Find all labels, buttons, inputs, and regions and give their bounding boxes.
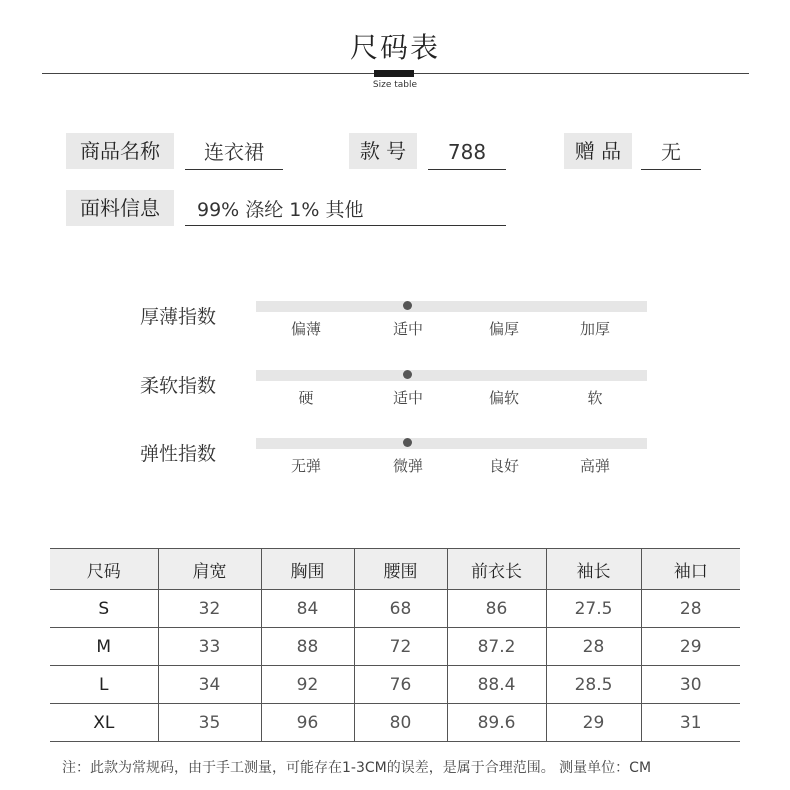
column-header: 腰围	[354, 549, 447, 590]
table-cell: 30	[641, 666, 740, 704]
softness-index-bar	[256, 370, 647, 381]
table-cell: 84	[261, 590, 354, 628]
page-title: 尺码表	[349, 31, 440, 64]
elasticity-option: 无弹	[290, 457, 321, 475]
table-cell: 88.4	[447, 666, 546, 704]
product-name-value: 连衣裙	[204, 140, 264, 164]
table-row	[50, 590, 740, 628]
table-cell: 68	[354, 590, 447, 628]
gift-label: 赠 品	[564, 133, 632, 169]
elasticity-option: 高弹	[579, 457, 610, 475]
table-cell: 28.5	[546, 666, 641, 704]
gift-underline	[641, 169, 701, 170]
size-cell: XL	[50, 704, 158, 742]
table-cell: 27.5	[546, 590, 641, 628]
product-name-underline	[185, 169, 283, 170]
softness-option: 软	[587, 389, 603, 407]
fabric-label: 面料信息	[66, 190, 174, 226]
gift-value: 无	[661, 140, 681, 164]
table-cell: 96	[261, 704, 354, 742]
table-cell: 35	[158, 704, 261, 742]
thickness-index-marker	[403, 301, 412, 310]
table-cell: 33	[158, 628, 261, 666]
softness-option: 偏软	[488, 389, 519, 407]
column-header: 袖口	[641, 549, 740, 590]
column-header: 尺码	[50, 549, 158, 590]
fabric-value: 99% 涤纶 1% 其他	[197, 199, 364, 221]
softness-index-marker	[403, 370, 412, 379]
thickness-option: 偏薄	[290, 320, 321, 338]
table-cell: 76	[354, 666, 447, 704]
elasticity-option: 微弹	[392, 457, 423, 475]
thickness-option: 加厚	[579, 320, 610, 338]
table-cell: 34	[158, 666, 261, 704]
column-header: 袖长	[546, 549, 641, 590]
size-cell: S	[50, 590, 158, 628]
elasticity-index-label: 弹性指数	[140, 443, 217, 465]
model-label: 款 号	[349, 133, 417, 169]
table-header-row	[50, 549, 740, 590]
table-row	[50, 666, 740, 704]
table-cell: 29	[546, 704, 641, 742]
elasticity-index-bar	[256, 438, 647, 449]
product-name-label: 商品名称	[66, 133, 174, 169]
table-row	[50, 628, 740, 666]
softness-index-label: 柔软指数	[140, 375, 217, 397]
table-cell: 31	[641, 704, 740, 742]
table-row	[50, 704, 740, 742]
model-value: 788	[447, 140, 487, 164]
softness-option: 硬	[298, 389, 314, 407]
measurement-note: 注：此款为常规码，由于手工测量，可能存在1-3CM的误差，是属于合理范围。 测量单位：CM	[62, 760, 652, 776]
thickness-option: 偏厚	[488, 320, 519, 338]
page-subtitle: Size table	[372, 80, 418, 90]
thickness-index-bar	[256, 301, 647, 312]
table-cell: 87.2	[447, 628, 546, 666]
table-cell: 28	[546, 628, 641, 666]
elasticity-option: 良好	[488, 457, 519, 475]
table-cell: 28	[641, 590, 740, 628]
table-cell: 92	[261, 666, 354, 704]
fabric-underline	[185, 225, 506, 226]
elasticity-index-marker	[403, 438, 412, 447]
column-header: 胸围	[261, 549, 354, 590]
table-cell: 80	[354, 704, 447, 742]
table-cell: 89.6	[447, 704, 546, 742]
table-cell: 29	[641, 628, 740, 666]
size-cell: L	[50, 666, 158, 704]
thickness-index-label: 厚薄指数	[140, 306, 217, 328]
size-cell: M	[50, 628, 158, 666]
column-header: 前衣长	[447, 549, 546, 590]
size-table	[50, 548, 740, 742]
thickness-option: 适中	[392, 320, 423, 338]
table-cell: 88	[261, 628, 354, 666]
title-divider-accent	[374, 70, 414, 77]
column-header: 肩宽	[158, 549, 261, 590]
table-cell: 86	[447, 590, 546, 628]
table-cell: 72	[354, 628, 447, 666]
table-cell: 32	[158, 590, 261, 628]
model-underline	[428, 169, 506, 170]
softness-option: 适中	[392, 389, 423, 407]
